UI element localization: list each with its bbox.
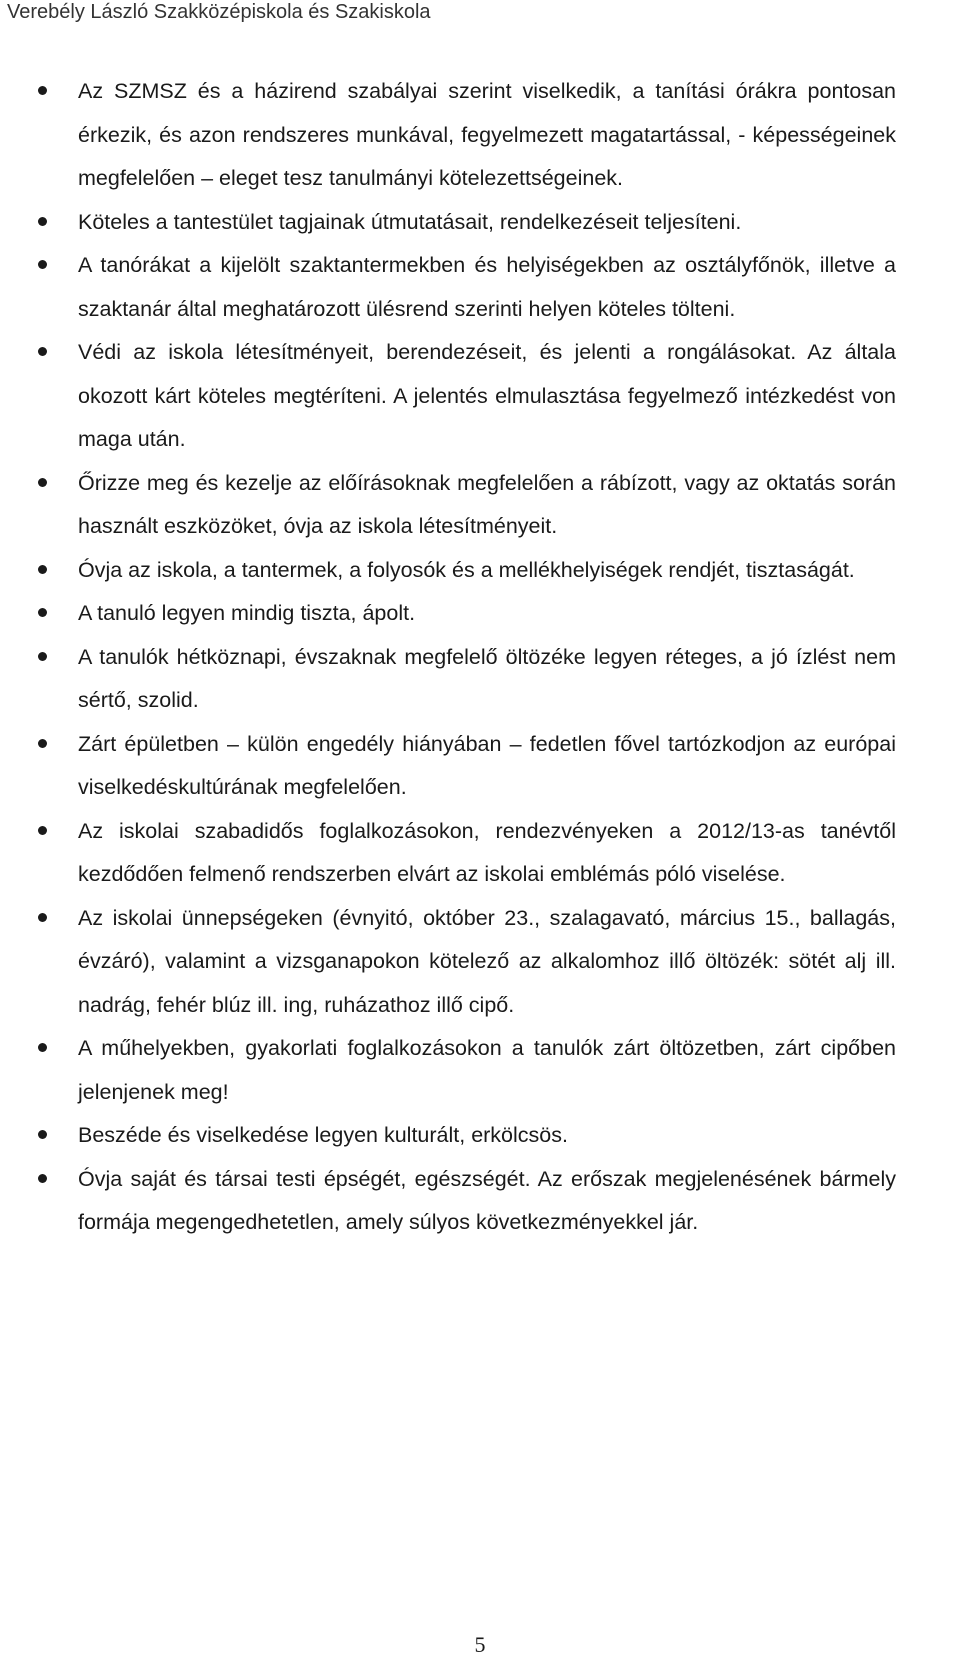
bullet-icon <box>38 217 47 226</box>
bullet-icon <box>38 1174 47 1183</box>
bullet-icon <box>38 913 47 922</box>
list-item <box>36 549 896 593</box>
list-item <box>36 1114 896 1158</box>
list-item <box>36 244 896 331</box>
list-item-text: Őrizze meg és kezelje az előírásoknak megfelelően a rábízott, vagy az oktatás során használt eszközöket, óvja az iskola létesítményeit. <box>78 470 896 538</box>
bullet-icon <box>38 86 47 95</box>
list-item-text: A tanuló legyen mindig tiszta, ápolt. <box>78 601 416 625</box>
page-number: 5 <box>474 1632 486 1657</box>
bullet-icon <box>38 1043 47 1052</box>
bullet-icon <box>38 652 47 661</box>
list-item-text: Védi az iskola létesítményeit, berendezéseit, és jelenti a rongálásokat. Az általa okozott kárt köteles megtéríteni. A jelentés elmulasztása fegyelmező intézkedést von maga után. <box>78 340 896 451</box>
list-item <box>36 897 896 1028</box>
bullet-icon <box>38 608 47 617</box>
list-item-text: Az iskolai ünnepségeken (évnyitó, október 23., szalagavató, március 15., ballagás, évzáró), valamint a vizsganapokon kötelező az alkalomhoz illő öltözék: sötét alj ill. nadrág, fehér blúz ill. ing, ruházathoz illő cipő. <box>78 905 896 1017</box>
bullet-icon <box>38 826 47 835</box>
list-item-text: Köteles a tantestület tagjainak útmutatásait, rendelkezéseit teljesíteni. <box>78 209 742 234</box>
list-item <box>36 723 896 810</box>
page-header: Verebély László Szakközépiskola és Szakiskola <box>7 1 431 23</box>
bullet-icon <box>38 478 47 487</box>
bullet-icon <box>38 347 47 356</box>
list-item <box>36 1158 896 1245</box>
bullet-icon <box>38 565 47 574</box>
list-item <box>36 201 896 245</box>
list-item-text: Az iskolai szabadidős foglalkozásokon, rendezvényeken a 2012/13-as tanévtől kezdődően felmenő rendszerben elvárt az iskolai emblémás póló viselése. <box>78 818 896 886</box>
list-item <box>36 810 896 897</box>
list-item-text: Óvja az iskola, a tantermek, a folyosók és a mellékhelyiségek rendjét, tisztaságát. <box>78 557 855 582</box>
list-item <box>36 70 896 201</box>
list-item <box>36 331 896 462</box>
list-item-text: A tanórákat a kijelölt szaktantermekben és helyiségekben az osztályfőnök, illetve a szaktanár által meghatározott ülésrend szerinti helyen köteles tölteni. <box>78 253 896 321</box>
bullet-icon <box>38 739 47 748</box>
list-item-text: Beszéde és viselkedése legyen kulturált, erkölcsös. <box>78 1123 568 1147</box>
bullet-icon <box>38 260 47 269</box>
list-item-text: A tanulók hétköznapi, évszaknak megfelelő öltözéke legyen réteges, a jó ízlést nem sértő, szolid. <box>78 644 896 712</box>
rules-list <box>36 70 896 1245</box>
bullet-icon <box>38 1130 47 1139</box>
list-item-text: Zárt épületben – külön engedély hiányában – fedetlen fővel tartózkodjon az európai viselkedéskultúrának megfelelően. <box>78 731 896 799</box>
list-item <box>36 592 896 636</box>
list-item <box>36 636 896 723</box>
list-item-text: A műhelyekben, gyakorlati foglalkozásokon a tanulók zárt öltözetben, zárt cipőben jelenjenek meg! <box>78 1036 896 1104</box>
list-item <box>36 462 896 549</box>
list-item <box>36 1027 896 1114</box>
list-item-text: Az SZMSZ és a házirend szabályai szerint viselkedik, a tanítási órákra pontosan érkezik, és azon rendszeres munkával, fegyelmezett magatartással, - képességeinek megfelelően – eleget tesz tanulmányi kötelezettségeinek. <box>78 79 896 190</box>
list-item-text: Óvja saját és társai testi épségét, egészségét. Az erőszak megjelenésének bármely formája megengedhetetlen, amely súlyos következményekkel jár. <box>78 1166 896 1234</box>
